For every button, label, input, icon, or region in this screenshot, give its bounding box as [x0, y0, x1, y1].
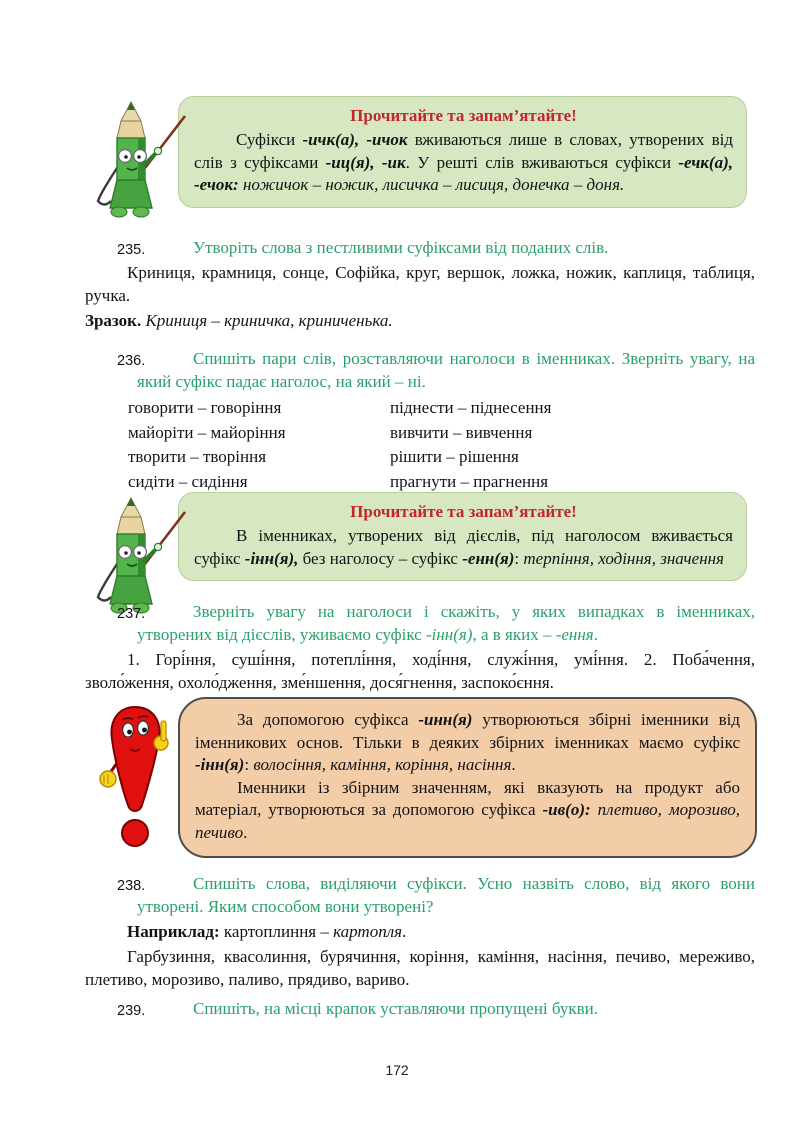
- note-box-2: [178, 492, 747, 581]
- example-end: .: [402, 922, 407, 941]
- examples-italic: волосіння, каміння, коріння, насіння: [253, 755, 512, 774]
- note-run: утворюються збірні іменники від іменникових основ. Тільки в деяких збірних іменниках маємо суфікс: [195, 710, 740, 752]
- example-label: Наприклад:: [127, 922, 220, 941]
- word-pairs: [128, 396, 755, 494]
- exercise-239: [85, 997, 755, 1020]
- alert-paragraph-1: [195, 709, 740, 777]
- exercise-237: [85, 600, 755, 694]
- suffix-bold: -інн(я),: [244, 548, 299, 568]
- suffix-bold: -ив(о):: [542, 800, 591, 819]
- note-run: . У решті слів вживаються суфікси: [405, 152, 679, 172]
- exercise-number: 235.: [117, 242, 146, 258]
- sample-text: Криниця – криничка, криниченька.: [141, 311, 393, 330]
- suffix-italic: -інн(я): [425, 625, 473, 644]
- word-pair: творити – творіння: [128, 447, 267, 466]
- exercise-236: [85, 347, 755, 494]
- note-run: .: [511, 755, 516, 774]
- word-pair: сидіти – сидіння: [128, 471, 248, 491]
- exercise-title: [137, 602, 755, 644]
- word-pairs-right-column: [390, 396, 670, 494]
- alert-paragraph-2: [195, 777, 740, 845]
- note-text: [194, 525, 733, 570]
- examples-italic: терпіння, ходіння, значення: [523, 548, 724, 568]
- note-heading: Прочитайте та запам’ятайте!: [350, 502, 577, 521]
- exercise-238: [85, 872, 755, 991]
- exercise-title: Спишіть, на місці крапок уставляючи пропущені букви.: [193, 999, 599, 1018]
- example-italic: картопля: [333, 922, 403, 941]
- suffix-bold: -иц(я), -ик: [325, 152, 406, 172]
- examples-italic: ножичок – ножик, лисичка – лисиця, донечка – доня.: [238, 175, 625, 194]
- word-pairs-left-column: [128, 396, 390, 494]
- note-text: [194, 129, 733, 197]
- note-run: [591, 800, 598, 819]
- exercise-title: Спишіть слова, виділяючи суфікси. Усно назвіть слово, від якого вони утворені. Яким способом вони утворені?: [137, 874, 755, 916]
- suffix-bold: -енн(я): [462, 548, 515, 568]
- exercise-header: [117, 872, 755, 918]
- exercise-number: 236.: [117, 353, 146, 369]
- example-line: [85, 920, 755, 943]
- title-run: , а в яких –: [472, 625, 556, 644]
- exercise-body: 1. Горі́ння, суші́ння, потеплі́ння, ході́ння, служі́ння, умі́ння. 2. Поба́чення, зволо́ження, охоло́дження, зме́ншення, дося́гнення, заспоко́єння.: [85, 650, 755, 692]
- sample-label: Зразок.: [85, 311, 142, 330]
- suffix-bold: -ичк(а), -ичок: [302, 130, 408, 149]
- examples-italic: плетиво, морозиво, печиво: [195, 800, 740, 842]
- word-pair: рішити – рішення: [390, 447, 519, 466]
- exercise-number: 238.: [117, 878, 146, 894]
- exercise-header: [117, 997, 755, 1020]
- note-run: Суфікси: [236, 130, 303, 149]
- title-run: Зверніть увагу на наголоси і скажіть, у яких випадках в іменниках, утворених від дієслів, уживаємо суфікс: [137, 602, 755, 644]
- word-pair: вивчити – вивчення: [390, 422, 533, 442]
- note-run: Іменники із збірним значенням, які вказують на продукт або матеріал, утворюються за допомогою суфікса: [195, 777, 740, 819]
- note-box-1: [178, 96, 747, 208]
- exercise-header: [117, 347, 755, 393]
- word-pair: говорити – говоріння: [128, 398, 282, 417]
- exercise-235: [85, 236, 755, 332]
- suffix-bold: -інн(я): [195, 755, 245, 774]
- pencil-mascot-icon: [81, 98, 189, 225]
- alert-section: [85, 697, 763, 858]
- note-run: вживаються лише в словах, утворених від слів з суфіксами: [194, 130, 733, 172]
- note-run: В іменниках, утворених від дієслів, під наголосом вживається суфікс: [194, 526, 733, 568]
- note-run: За допомогою суфікса: [237, 710, 419, 729]
- note-run: без наголосу – суфікс: [298, 548, 463, 568]
- note-section-2: [85, 492, 763, 581]
- note-run: :: [244, 755, 254, 774]
- note-run: :: [514, 548, 524, 568]
- example-word: картоплиння –: [219, 922, 334, 941]
- exercise-number: 237.: [117, 606, 146, 622]
- note-run: .: [243, 822, 248, 842]
- exercise-header: [117, 236, 755, 259]
- exercise-body: Гарбузиння, квасолиння, бурячиння, коріння, каміння, насіння, печиво, мереживо, плетиво, морозиво, паливо, прядиво, вариво.: [85, 947, 755, 989]
- sample-line: [85, 309, 755, 332]
- alert-box: [178, 697, 757, 858]
- word-pair: прагнути – прагнення: [390, 471, 549, 491]
- suffix-bold: -инн(я): [418, 710, 473, 729]
- suffix-bold: -ечк(а), -ечок:: [194, 152, 733, 194]
- title-run: .: [593, 625, 598, 644]
- exercise-title: Утворіть слова з пестливими суфіксами від поданих слів.: [193, 238, 609, 257]
- page-number: 172: [385, 1062, 409, 1078]
- word-pair: майоріти – майоріння: [128, 422, 286, 442]
- exclamation-mascot-icon: [87, 701, 183, 858]
- note-heading: Прочитайте та запам’ятайте!: [350, 106, 577, 125]
- word-pair: піднести – піднесення: [390, 398, 552, 417]
- exercise-title: Спишіть пари слів, розставляючи наголоси в іменниках. Зверніть увагу, на який суфікс падає наголос, на який – ні.: [137, 349, 755, 391]
- suffix-italic: -ення: [555, 625, 594, 644]
- exercise-number: 239.: [117, 1003, 146, 1019]
- exercise-body: Криниця, крамниця, сонце, Софійка, круг, вершок, ложка, ножик, каплиця, таблиця, ручка.: [85, 263, 755, 305]
- exercise-header: [117, 600, 755, 646]
- note-section-1: [85, 96, 763, 208]
